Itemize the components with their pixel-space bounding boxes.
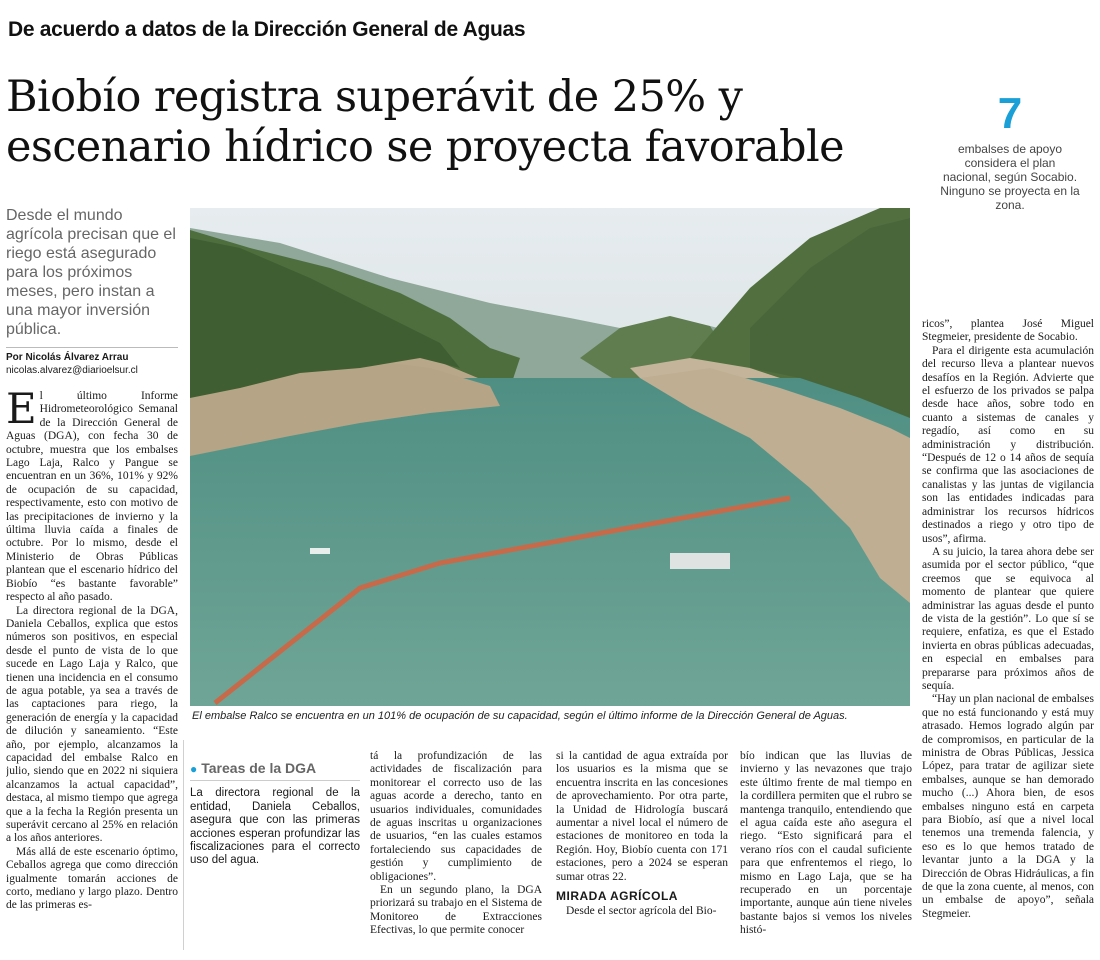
sidebar-body: La directora regional de la entidad, Daniela Ceballos, asegura que con las primeras acciones esperan profundizar las fiscalizaciones para el correcto uso del agua. [190,787,360,867]
paragraph: ricos”, plantea José Miguel Stegmeier, presidente de Socabio. [922,318,1094,344]
byline [6,347,178,377]
paragraph: si la cantidad de agua extraída por los usuarios es la misma que se encuentra inscrita en las concesiones de aprovechamiento. Por otra parte, la Unidad de Hidrología buscará aumentar a nivel local el número de estaciones de monitoreo en toda la Región. Hoy, Biobío cuenta con 171 estaciones, pero a 2024 se esperan sumar otras 22. [556,750,728,883]
paragraph: La directora regional de la DGA, Daniela Ceballos, explica que estos números son positivos, en especial desde el punto de vista de lo que sucede en Lago Laja y Ralco, que tienen una incidencia en el consumo de agua potable, ya sea a través de las captaciones para riego, la generación de energía y la capacidad de dilución y saneamiento. “Este año, por ejemplo, alcanzamos la capacidad del embalse Ralco en julio, siendo que en 2022 ni siquiera alcanzamos la actual capacidad”, destaca, al mismo tiempo que agrega que a la fecha la Región presenta un superávit cercano al 25% en relación a los años anteriores. [6,604,178,845]
reservoir-photo-art [190,208,910,706]
article-column-4 [556,750,728,955]
stat-number: 7 [997,89,1023,138]
byline-author: Por Nicolás Álvarez Arrau [6,352,129,363]
reservoir-photo [190,208,910,706]
stat-text: embalses de apoyo considera el plan nacional, según Socabio. Ninguno se proyecta en la zona. [940,142,1080,212]
paragraph [6,390,178,605]
article-column-3 [370,750,542,955]
subhead: MIRADA AGRÍCOLA [556,889,678,904]
paragraph: Para el dirigente esta acumulación del recurso lleva a plantear nuevos desafíos en la Región. Advierte que el esfuerzo de los privados se palpa desde hace años, sobre todo en cuanto a sistemas de canales y regadío, así como en su administración y distribución. “Después de 12 o 14 años de sequía se confirma que las asociaciones de canalistas y las juntas de vigilancia son las entidades indicadas para administrar los recursos hídricos destinados a riego y otro tipo de usos”, afirma. [922,344,1094,545]
paragraph: Más allá de este escenario óptimo, Ceballos agrega que como dirección igualmente tomarán acciones de corto, mediano y largo plazo. Dentro de las primeras es- [6,845,178,912]
photo-caption: El embalse Ralco se encuentra en un 101% de ocupación de su capacidad, según el último informe de la Dirección General de Aguas. [192,710,848,722]
sidebar-title [190,760,360,781]
stat-box [940,89,1080,212]
headline-line-1: Biobío registra superávit de 25% y [6,72,743,122]
byline-email: nicolas.alvarez@diarioelsur.cl [6,365,138,376]
paragraph: En un segundo plano, la DGA priorizará su trabajo en el Sistema de Monitoreo de Extracciones Efectivas, lo que permite conocer [370,884,542,937]
article-column-1 [6,390,178,955]
headline [6,72,926,172]
dropcap: E [6,390,37,433]
bullet-icon: ● [190,762,198,776]
lede: Desde el mundo agrícola precisan que el riego está asegurado para los próximos meses, pero instan a una mayor inversión pública. [6,207,176,338]
sidebar-title-text: Tareas de la DGA [201,760,317,776]
paragraph: “Hay un plan nacional de embalses que no está funcionando y está muy atrasado. Hemos logrado algún par de compromisos, en particular de la ministra de Obras Públicas, Jessica López, para tratar de agilizar siete embalses, aunque se han demorado mucho (...) Ahora bien, de esos embalses ninguno está en carpeta para Biobío, así que a nivel local tenemos una tremenda falencia, y eso es lo que hemos tratado de levantar junto a la DGA y la Dirección de Obras Hidráulicas, a fin de que la zona cuente, al menos, con un embalse de apoyo”, señala Stegmeier. [922,693,1094,920]
sidebar-box [190,760,360,955]
article-column-5 [740,750,912,955]
paragraph: A su juicio, la tarea ahora debe ser asumida por el sector público, “que creemos que se equivoca al momento de plantear que quiere administrar las aguas desde el punto de vista de la gestión”. Lo que sí se requiere, enfatiza, es que el Estado invierta en obras públicas adecuadas, en especial en embalses para prepararse para próximos años de sequía. [922,545,1094,692]
paragraph: Desde el sector agrícola del Bio- [566,905,717,918]
paragraph-text: l último Informe Hidrometeorológico Semanal de la Dirección General de Aguas (DGA), con fecha 30 de octubre, muestra que los embalses Lago Laja, Ralco y Pangue se encuentran en un 36%, 101% y 92% de ocupación de su capacidad, respectivamente, esto con motivo de las precipitaciones de invierno y la última lluvia caída a finales de octubre. Por lo mismo, desde el Ministerio de Obras Públicas plantean que el escenario hídrico del Biobío “es bastante favorable” respecto al año pasado. [6,390,178,604]
kicker: De acuerdo a datos de la Dirección General de Aguas [8,18,526,41]
headline-line-2: escenario hídrico se proyecta favorable [6,122,844,172]
column-divider [183,740,184,950]
article-column-6 [922,318,1094,955]
paragraph: bío indican que las lluvias de invierno y las nevazones que trajo este último frente de mal tiempo en la cordillera permiten que el rubro se mantenga tranquilo, entendiendo que el agua caída este año asegura el riego. “Esto significará para el verano ríos con el caudal suficiente para que enfrentemos el riego, lo mismo en Lago Laja, que se ha recuperado en un porcentaje importante, aunque aún tiene niveles bastante bajos si vemos los niveles histó- [740,750,912,937]
paragraph: tá la profundización de las actividades de fiscalización para monitorear el correcto uso de las aguas acorde a derecho, tanto en usuarios individuales, comunidades de aguas inscritas u organizaciones de usuarios, “en las cuales estamos fortaleciendo sus capacidades de gestión y cumplimiento de obligaciones”. [370,750,542,883]
